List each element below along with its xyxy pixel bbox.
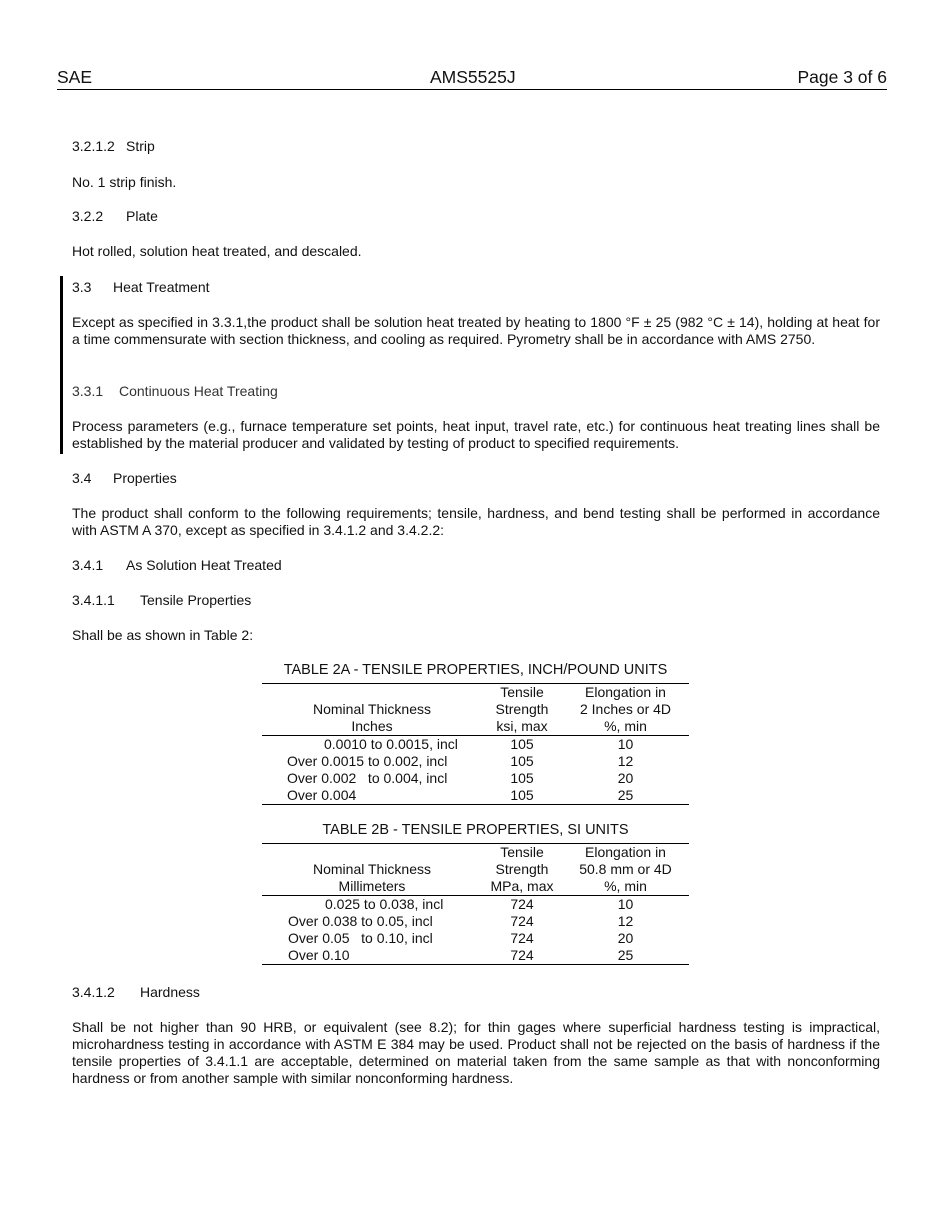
table-cell-strength: 105 [510,787,534,803]
section-heading-322 [72,208,158,225]
table-2b [262,822,689,967]
section-heading-3411 [72,592,251,609]
revision-change-bar [60,276,63,454]
table-cell-thickness: Over 0.10 [288,947,350,963]
column-header: 2 Inches or 4D [579,701,672,717]
section-title: Plate [126,208,158,224]
section-text-3411: Shall be as shown in Table 2: [72,627,254,643]
table-cell-strength: 105 [510,736,534,752]
table-cell-elongation: 25 [617,787,634,803]
section-title: Continuous Heat Treating [119,383,278,399]
section-title: Properties [113,470,177,486]
header-page-number: Page 3 of 6 [797,67,887,87]
section-number: 3.4.1.1 [72,592,115,608]
section-text-322: Hot rolled, solution heat treated, and descaled. [72,243,362,259]
column-header: Inches [351,718,393,734]
column-header: Elongation in [585,684,666,700]
table-cell-elongation: 10 [617,736,634,752]
table-cell-elongation: 12 [617,753,634,769]
section-heading-3212 [72,138,155,155]
column-header: Strength [495,701,549,717]
table-bottom-rule [262,804,689,805]
section-title: Tensile Properties [140,592,252,608]
section-heading-34 [72,470,177,487]
table-cell-thickness: Over 0.004 [287,787,357,803]
section-text-33: Except as specified in 3.3.1,the product shall be solution heat treated by heating to 1800 °F ± 25 (982 °C ± 14), holding at heat for a time commensurate with section thickness, and cooling as required. Pyrometry shall be in accordance with AMS 2750. [72,314,880,347]
column-header: Elongation in [585,844,666,860]
section-number: 3.2.2 [72,208,104,224]
table-cell-thickness: 0.0010 to 0.0015, incl [324,736,458,752]
table-title: TABLE 2B - TENSILE PROPERTIES, SI UNITS [322,822,629,838]
column-header: %, min [604,718,647,734]
table-cell-elongation: 25 [617,947,634,963]
table-bottom-rule [262,964,689,965]
table-title: TABLE 2A - TENSILE PROPERTIES, INCH/POUND UNITS [283,662,668,678]
table-cell-thickness: 0.025 to 0.038, incl [325,896,444,912]
column-header: MPa, max [490,878,554,894]
column-header: 50.8 mm or 4D [579,861,672,877]
section-number: 3.4 [72,470,92,486]
table-cell-thickness: Over 0.002 to 0.004, incl [287,770,448,786]
section-heading-331 [72,383,278,400]
section-number: 3.3 [72,279,92,295]
table-cell-elongation: 20 [617,770,634,786]
table-cell-thickness: Over 0.05 to 0.10, incl [288,930,433,946]
section-text-331: Process parameters (e.g., furnace temperature set points, heat input, travel rate, etc.) for continuous heat treating lines shall be established by the material producer and validated by testing of product to specified requirements. [72,418,880,451]
table-cell-strength: 724 [510,947,534,963]
header-doc-number: AMS5525J [430,67,516,87]
column-header: Millimeters [338,878,406,894]
table-2a [262,662,689,807]
table-cell-thickness: Over 0.0015 to 0.002, incl [287,753,448,769]
section-heading-33 [72,279,210,296]
column-header: %, min [604,878,647,894]
section-text-3412: Shall be not higher than 90 HRB, or equivalent (see 8.2); for thin gages where superficial hardness testing is impractical, microhardness testing in accordance with ASTM E 384 may be used. Product shall not be rejected on the basis of hardness if the tensile properties of 3.4.1.1 are acceptable, determined on material taken from the same sample as that with nonconforming hardness or from another sample with similar nonconforming hardness. [72,1019,880,1086]
table-cell-strength: 105 [510,770,534,786]
section-number: 3.4.1.2 [72,984,115,1000]
table-cell-elongation: 10 [617,896,634,912]
table-cell-strength: 724 [510,913,534,929]
table-cell-elongation: 12 [617,913,634,929]
section-number: 3.3.1 [72,383,104,399]
section-heading-341 [72,557,282,574]
column-header: Tensile [500,844,544,860]
section-text-3212: No. 1 strip finish. [72,174,177,190]
section-heading-3412 [72,984,200,1001]
page-header [57,67,887,90]
column-header: ksi, max [496,718,548,734]
section-text-34: The product shall conform to the following requirements; tensile, hardness, and bend testing shall be performed in accordance with ASTM A 370, except as specified in 3.4.1.2 and 3.4.2.2: [72,505,880,538]
column-header: Strength [495,861,549,877]
section-title: As Solution Heat Treated [126,557,282,573]
column-header: Tensile [500,684,544,700]
column-header: Nominal Thickness [312,701,431,717]
table-cell-strength: 724 [510,896,534,912]
section-title: Strip [126,138,155,154]
section-title: Hardness [140,984,200,1000]
section-title: Heat Treatment [113,279,210,295]
section-number: 3.2.1.2 [72,138,115,154]
table-cell-strength: 724 [510,930,534,946]
column-header: Nominal Thickness [312,861,431,877]
table-cell-strength: 105 [510,753,534,769]
section-number: 3.4.1 [72,557,104,573]
table-cell-thickness: Over 0.038 to 0.05, incl [288,913,433,929]
header-org: SAE [57,67,93,87]
table-cell-elongation: 20 [617,930,634,946]
